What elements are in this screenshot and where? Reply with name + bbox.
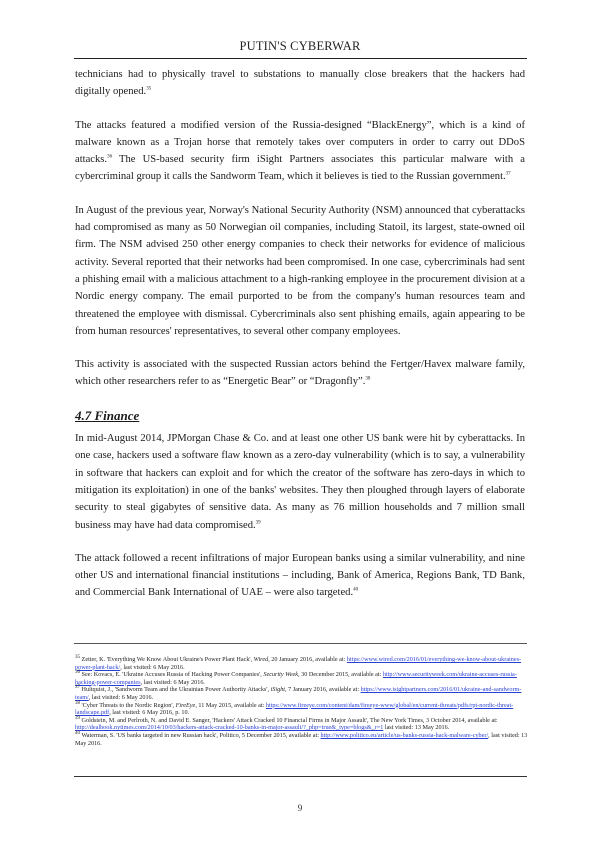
footnote-ref[interactable]: 35 <box>146 86 152 92</box>
footnote-text: , 11 May 2015, available at: <box>195 701 266 709</box>
paragraph <box>75 117 525 186</box>
footnote-text: , 20 January 2016, available at: <box>268 656 347 663</box>
footnote-text: , last visited: 6 May 2016, p. 10. <box>109 709 190 717</box>
footnote-text: , last visited: 6 May 2016. <box>88 693 154 701</box>
paragraph-text: In August of the previous year, Norway's National Security Authority (NSM) announced that cyberattacks had compromised as many as 50 Norwegian oil companies, including Statoil, its largest, state-owned oil firm. The NSM advised 250 other energy companies to check their networks for evidence of malicious activity. Several reported that their networks had been compromised. In one case, cybercriminals had sent a phishing email with a malicious attachment to a high-ranking employee in the procurement division at a Nordic energy company. The email purported to be from the company's human resources team and threatened the employee with dismissal. Cybercriminals also sent phishing emails, again appearing to be from human resources' representatives, to several other company employees. <box>75 204 525 337</box>
paragraph-text: In mid-August 2014, JPMorgan Chase & Co. and at least one other US bank were hit by cyberattacks. In one case, hackers used a software flaw known as a zero-day vulnerability (which is to say, a vulnerability in software that hackers can exploit and for which the creator of the software has zero-days in which to mitigation its exploitation) in one of the banks' websites. They then ploughed through layers of elaborate security to steal gigabytes of sensitive data. As many as 76 million households and 7 million small business may have had data compromised. <box>75 433 525 531</box>
footnote-number: 38 <box>75 700 80 706</box>
body-text <box>75 66 525 618</box>
footnote-text: See: Kovacs, E. 'Ukraine Accuses Russia of Hacking Power Companies', <box>81 671 264 679</box>
footnote <box>75 732 530 747</box>
footnote-ref[interactable]: 39 <box>255 520 261 525</box>
paragraph-text: The attack followed a recent infiltrations of major European banks using a similar vulnerability, and nine other US and international financial institutions – including, Bank of America, Regions Bank, TD Bank, and Commercial Bank International of UAE – were also targeted. <box>75 552 525 599</box>
footnote-link[interactable]: http://www.securityweek.com/ukraine-accuses-russia-hacking-power-companies <box>75 671 517 686</box>
footnote <box>75 717 530 732</box>
header-divider <box>74 58 527 59</box>
footnote-number: 39 <box>75 715 80 721</box>
footnote-ref[interactable]: 37 <box>505 171 511 177</box>
footnote-source: FireEye <box>175 701 196 709</box>
footnote-text: , last visited: 6 May 2016. <box>120 663 185 671</box>
footnote-link[interactable]: https://www.isightpartners.com/2016/01/ukraine-and-sandworm-team/ <box>75 686 522 701</box>
running-header: PUTIN'S CYBERWAR <box>239 39 361 53</box>
paragraph-text: technicians had to physically travel to substations to manually close breakers that the hackers had digitally opened. <box>75 69 525 98</box>
footnote-text: Hultquist, J., 'Sandworm Team and the Ukrainian Power Authority Attacks', <box>81 686 271 694</box>
paragraph <box>75 550 525 602</box>
footnote <box>75 671 530 686</box>
footnote-number: 37 <box>75 685 80 691</box>
paragraph <box>75 430 525 534</box>
paragraph-text: The US-based security firm iSight Partners associates this particular malware with a cybercriminal group it calls the Sandworm Team, which it believes is tied to the Russian government. <box>75 154 525 183</box>
footnote-number: 40 <box>75 730 80 736</box>
paragraph-text: The attacks featured a modified version of the Russia-designed “BlackEnergy”, which is a kind of malware known as a Trojan horse that remotely takes over computers in order to carry out DDoS attacks. <box>75 119 525 166</box>
footnote-ref[interactable]: 38 <box>365 376 371 382</box>
footnote-source: iSight <box>270 686 286 694</box>
footnote-text: Goldstein, M. and Perlroth, N. and David E. Sanger, 'Hackers' Attack Cracked 10 Financial Firms in Major Assault', The New York Times, 3 October 2014, available at: <box>81 716 498 724</box>
footnote <box>75 702 530 717</box>
footnote-link[interactable]: http://dealbook.nytimes.com/2014/10/03/hackers-attack-cracked-10-banks-in-major-assault/?_php=true&_type=blogs&_r=1 <box>75 724 384 732</box>
footnote-number: 35 <box>75 654 80 660</box>
page-number: 9 <box>297 803 303 813</box>
footnote <box>75 656 530 671</box>
footnote-source: Wired <box>253 656 269 663</box>
footnote-ref[interactable]: 40 <box>353 587 359 593</box>
footnote-text: , last visited: 13 May 2016. <box>75 731 528 747</box>
footnotes <box>75 656 530 747</box>
footnote-text: , 30 December 2015, available at: <box>298 671 383 679</box>
footnote-text: Waterman, S. 'US banks targeted in new Russian hack', Politico, 5 December 2015, available at: <box>81 731 321 739</box>
footnote-link[interactable]: https://www.wired.com/2016/01/everything-we-know-about-ukraines-power-plant-hack/ <box>75 656 522 671</box>
footnote-text: 'Cyber Threats to the Nordic Region', <box>81 701 176 709</box>
section-heading: 4.7 Finance <box>75 407 140 423</box>
footnote-link[interactable]: https://www.fireeye.com/content/dam/fireeye-www/global/en/current-threats/pdfs/rpt-nordic-threat-landscape.pdf <box>75 701 514 717</box>
footnote-ref[interactable]: 36 <box>107 154 113 160</box>
footnote-text: , 7 January 2016, available at: <box>285 686 361 694</box>
footnote-text: , last visited: 6 May 2016. <box>140 678 205 686</box>
paragraph <box>75 66 525 101</box>
footer-divider <box>74 776 527 777</box>
footnote-link[interactable]: http://www.politico.eu/article/us-banks-russia-hack-malware-cyber/ <box>320 731 489 739</box>
paragraph <box>75 356 525 391</box>
footnote-text: Zetter, K. 'Everything We Know About Ukraine's Power Plant Hack', <box>81 656 254 663</box>
footnote-number: 36 <box>75 670 80 676</box>
paragraph <box>75 202 525 340</box>
footnote-source: Security Week <box>263 671 299 679</box>
footnote-divider <box>74 643 527 644</box>
paragraph-text: This activity is associated with the suspected Russian actors behind the Fertger/Havex malware family, which other researchers refer to as “Energetic Bear” or “Dragonfly”. <box>75 359 525 388</box>
footnote-text: last visited: 13 May 2016. <box>383 724 450 732</box>
footnote <box>75 686 530 701</box>
